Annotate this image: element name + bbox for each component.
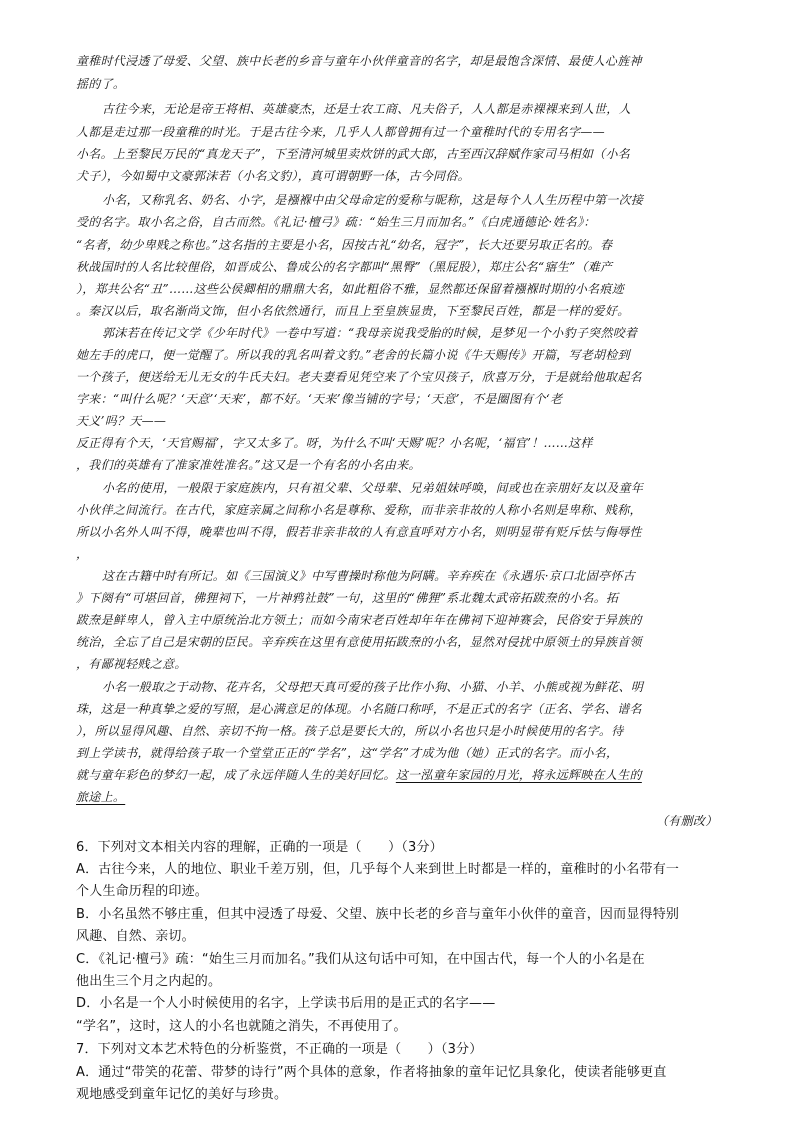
question-6-option-b: B．小名虽然不够庄重，但其中浸透了母爱、父望、族中长老的乡音与童年小伙伴的童音，因而显得特别: [76, 907, 680, 922]
question-6-option-d: D．小名是一个人小时候使用的名字，上学读书后用的是正式的名字——: [76, 996, 496, 1011]
passage-line: 所以小名外人叫不得，晚辈也叫不得，假若非亲非故的人有意直呼对方小名，则明显带有贬斥怯与侮辱性: [76, 525, 642, 539]
passage-line: ，: [76, 547, 89, 561]
passage-line: ），所以显得风趣、自然、亲切不拘一格。孩子总是要长大的，所以小名也只是小时候使用的名字。待: [76, 724, 624, 738]
passage-line: “名者，幼少卑贱之称也。”这名指的主要是小名，因按古礼“幼名，冠字”，长大还要另取正名的。春: [76, 238, 613, 252]
question-6-option-a-cont: 个人生命历程的印迹。: [76, 884, 209, 899]
passage-line: 到上学读书，就得给孩子取一个堂堂正正的“学名”，这“学名”才成为他（她）正式的名字。而小名，: [76, 746, 619, 760]
passage-line: 小名一般取之于动物、花卉名，父母把天真可爱的孩子比作小狗、小猫、小羊、小熊或视为鲜花、明: [102, 680, 644, 694]
passage-line: 古往今来，无论是帝王将相、英雄豪杰，还是士农工商、凡夫俗子，人人都是赤裸裸来到人世，人: [102, 102, 631, 116]
passage-line: 。秦汉以后，取名渐尚文饰，但小名依然通行，而且上至皇族显贵，下至黎民百姓，都是一样的爱好。: [76, 304, 630, 318]
passage-line: 反正得有个天，‘天官赐福’，字又太多了。呀，为什么不叫‘天赐’呢？小名呢，‘福官’！……这样: [76, 436, 593, 450]
passage-line: 郭沫若在传记文学《少年时代》一卷中写道：“我母亲说我受胎的时候，是梦见一个小豹子突然咬着: [102, 326, 638, 340]
passage-line: 统治，全忘了自己是宋朝的臣民。辛弃疾在这里有意使用拓跋焘的小名，显然对侵扰中原领土的异族首领: [76, 635, 642, 649]
passage-line: 小名。上至黎民万民的“真龙天子”，下至清河城里卖炊饼的武大郎，古至西汉辞赋作家司马相如（小名: [76, 147, 631, 161]
source-note: （有删改）: [656, 814, 718, 828]
passage-line: 字来：“叫什么呢？‘天意’‘天来’，都不好。‘天来’像当铺的字号；‘天意’，不是圈图有个‘老: [76, 392, 563, 406]
passage-line: 跋焘是鲜卑人，曾入主中原统治北方领土；而如今南宋老百姓却年年在佛祠下迎神赛会，民俗安于异族的: [76, 613, 642, 627]
passage-line: 犬子），今如蜀中文豪郭沫若（小名文豹），真可谓朝野一体，古今同俗。: [76, 169, 470, 183]
passage-line: 受的名字。取小名之俗，自古而然。《礼记·檀弓》疏：“始生三月而加名。”《白虎通德论·姓名》：: [76, 215, 596, 229]
question-6-option-c-cont: 他出生三个月之内起的。: [76, 974, 222, 989]
passage-line: ，有鄙视轻贱之意。: [76, 657, 187, 671]
passage-line: 她左手的虎口，便一觉醒了。所以我的乳名叫着文豹。”老舍的长篇小说《牛天赐传》开篇，写老胡检到: [76, 348, 630, 362]
question-7-option-a: A．通过“带笑的花蕾、带梦的诗行”两个具体的意象，作者将抽象的童年记忆具象化，使读者能够更直: [76, 1065, 667, 1080]
passage-line: 摇的了。: [76, 77, 126, 91]
question-7-stem: 7．下列对文本艺术特色的分析鉴赏，不正确的一项是（ ）（3分）: [76, 1042, 483, 1057]
passage-line: ），郑共公名“丑”……这些公侯卿相的鼎鼎大名，如此粗俗不雅，显然都还保留着襁褓时期的小名痕迹: [76, 282, 625, 296]
passage-line: 童稚时代浸透了母爱、父望、族中长老的乡音与童年小伙伴童音的名字，却是最饱含深情、最使人心旌神: [76, 54, 642, 68]
passage-line: [76, 766, 642, 783]
question-6-option-d-cont: “学名”，这时，这人的小名也就随之消失，不再使用了。: [76, 1019, 407, 1034]
question-6-option-b-cont: 风趣、自然、亲切。: [76, 929, 195, 944]
passage-line: 珠，这是一种真挚之爱的写照，是心满意足的体现。小名随口称呼，不是正式的名字（正名、学名、谱名: [76, 702, 642, 716]
passage-line: 小名的使用，一般限于家庭族内，只有祖父辈、父母辈、兄弟姐妹呼唤，间或也在亲朋好友以及童年: [102, 481, 644, 495]
passage-line: 秋战国时的人名比较俚俗，如晋成公、鲁成公的名字都叫“黑臀”（黑屁股），郑庄公名“寤生”（难产: [76, 260, 613, 274]
passage-line: 小名，又称乳名、奶名、小字，是襁褓中由父母命定的爱称与昵称，这是每个人人生历程中第一次接: [102, 193, 644, 207]
passage-line: 人都是走过那一段童稚的时光。于是古往今来，几乎人人都曾拥有过一个童稚时代的专用名字——: [76, 125, 605, 139]
passage-line: ，我们的英雄有了准家准姓准名。”这又是一个有名的小名由来。: [76, 458, 421, 472]
question-6-option-c: C．《礼记·檀弓》疏：“始生三月而加名。”我们从这句话中可知，在中国古代，每一个人的小名是在: [76, 952, 645, 967]
underlined-sentence: 这一泓童年家园的月光，将永远辉映在人生的: [395, 768, 642, 782]
passage-line: 》下阕有“可堪回首，佛狸祠下，一片神鸦社鼓”一句，这里的“佛狸”系北魏太武帝拓跋焘的小名。拓: [76, 591, 619, 605]
question-6-stem: 6．下列对文本相关内容的理解，正确的一项是（ ）（3分）: [76, 840, 443, 855]
passage-text: 就与童年彩色的梦幻一起，成了永远伴随人生的美好回忆。: [76, 768, 396, 782]
passage-line: 一个孩子，便送给无儿无女的牛氏夫妇。老夫妻看见凭空来了个宝贝孩子，欣喜万分，于是就给他取起名: [76, 370, 642, 384]
passage-line: 这在古籍中时有所记。如《三国演义》中写曹操时称他为阿瞒。辛弃疾在《永遇乐·京口北固亭怀古: [102, 569, 636, 583]
passage-line: 天义’吗？天——: [76, 414, 167, 428]
question-7-option-a-cont: 观地感受到童年记忆的美好与珍贵。: [76, 1087, 288, 1102]
question-6-option-a: A．古往今来，人的地位、职业千差万别，但，几乎每个人来到世上时都是一样的，童稚时的小名带有一: [76, 862, 680, 877]
passage-line: 小伙伴之间流行。在古代，家庭亲属之间称小名是尊称、爱称，而非亲非故的人称小名则是卑称、贱称，: [76, 503, 642, 517]
underlined-sentence-end: 旅途上。: [76, 790, 126, 804]
